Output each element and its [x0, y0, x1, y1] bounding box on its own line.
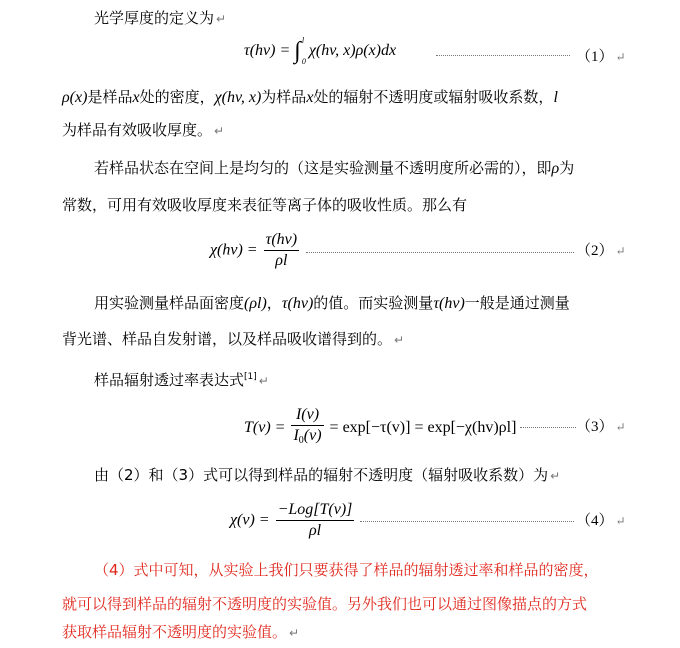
conclusion-line2: 就可以得到样品的辐射不透明度的实验值。另外我们也可以通过图像描点的方式	[62, 595, 588, 613]
paragraph-mark-icon: ↵	[394, 333, 405, 347]
paragraph-mark-icon: ↵	[289, 626, 300, 640]
eq1-lhs: τ(hv) =	[244, 42, 291, 59]
paragraph-uniform-line2: 常数，可用有效吸收厚度来表征等离子体的吸收性质。那么有	[62, 196, 468, 214]
paragraph-intro	[94, 8, 226, 29]
paragraph-mark-icon: ↵	[615, 244, 626, 258]
paragraph-uniform-line1: 若样品状态在空间上是均匀的（这是实验测量不透明度所必需的），即ρ为	[94, 159, 575, 177]
equation-3: T(v) = $\frac{I(v)}{I_0(v)}$ = exp[−τ(v)] = exp[−χ(hv)ρl]	[244, 405, 516, 451]
paragraph-measure-line1: 用实验测量样品面密度(ρl)，τ(hv)的值。而实验测量τ(hv)一般是通过测量	[94, 294, 570, 312]
equation-4: χ(v) = $\frac{\text{−Log[T(v)]}}{\rho l}$	[230, 501, 353, 539]
eq3-number: （3） ↵	[576, 419, 626, 435]
paragraph-mark-icon: ↵	[216, 12, 227, 26]
eq4-fraction: $\frac{\text{−Log[T(v)]}}{\rho l}$	[277, 501, 353, 539]
conclusion-line3: 获取样品辐射不透明度的实验值。 ↵	[62, 623, 300, 641]
paragraph-mark-icon: ↵	[258, 374, 269, 388]
paragraph-definitions-line1: ρ(x)是样品x处的密度，χ(hv, x)为样品x处的辐射不透明度或辐射吸收系数，l	[62, 88, 558, 106]
eq3-fraction: $\frac{I(v)}{I_0(v)}$	[293, 406, 322, 446]
paragraph-mark-icon: ↵	[615, 514, 626, 528]
reference-mark: [1]	[244, 372, 257, 382]
intro-text: 光学厚度的定义为	[94, 9, 215, 27]
eq2-leader	[306, 252, 574, 253]
eq4-number: （4） ↵	[576, 513, 626, 529]
paragraph-derivation: 由（2）和（3）式可以得到样品的辐射不透明度（辐射吸收系数）为 ↵	[94, 466, 561, 484]
paragraph-mark-icon: ↵	[550, 469, 561, 483]
eq1-lower-limit: 0	[301, 57, 306, 67]
integral-icon: ∫	[294, 38, 301, 64]
paragraph-transmittance: 样品辐射透过率表达式[1] ↵	[94, 371, 269, 389]
paragraph-mark-icon: ↵	[615, 420, 626, 434]
paragraph-measure-line2: 背光谱、样品自发射谱，以及样品吸收谱得到的。 ↵	[62, 330, 405, 348]
eq2-number: （2） ↵	[576, 243, 626, 259]
eq2-fraction: $\frac{\tau(hv)}{\rho l}$	[265, 231, 298, 269]
paragraph-mark-icon: ↵	[615, 50, 626, 64]
eq1-upper-limit: l	[301, 36, 305, 46]
eq1-body: χ(hv, x)ρ(x)dx	[308, 42, 397, 59]
eq3-leader	[520, 427, 576, 428]
conclusion-line1: （4）式中可知，从实验上我们只要获得了样品的辐射透过率和样品的密度，	[94, 561, 599, 579]
equation-1	[244, 38, 396, 65]
integral-limits	[301, 36, 309, 67]
paragraph-mark-icon: ↵	[214, 124, 225, 138]
eq1-leader	[436, 55, 570, 56]
eq4-leader	[360, 521, 574, 522]
paragraph-definitions-line2: 为样品有效吸收厚度。 ↵	[62, 121, 225, 139]
eq1-number: （1） ↵	[576, 49, 626, 65]
equation-2: χ(hv) = $\frac{\tau(hv)}{\rho l}$	[210, 231, 298, 269]
